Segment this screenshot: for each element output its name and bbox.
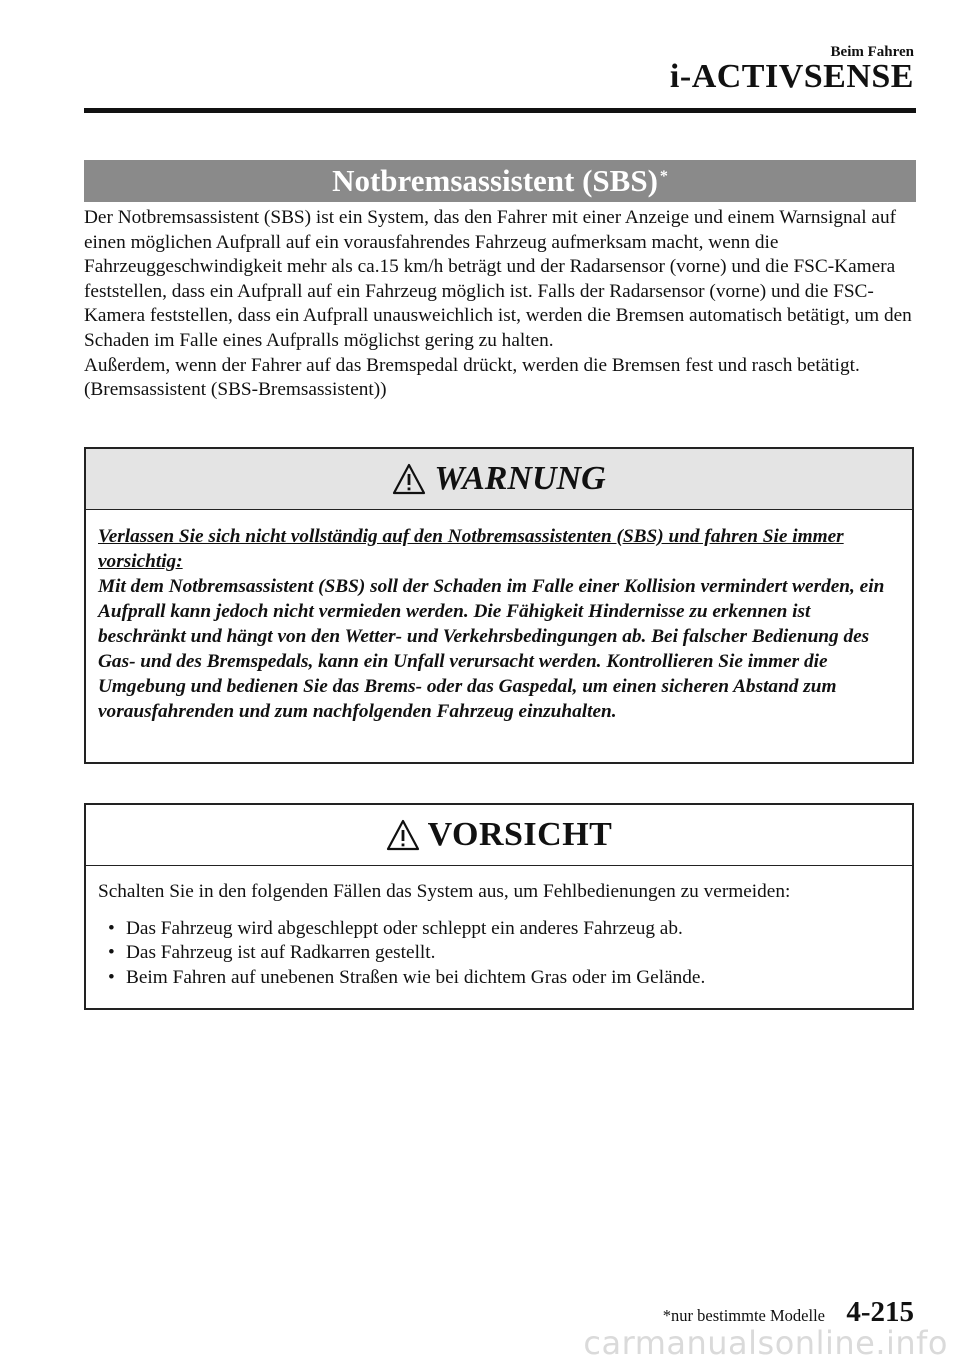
list-item-text: Das Fahrzeug ist auf Radkarren gestellt. [126,942,436,964]
intro-text [84,206,916,403]
warning-header [86,449,912,510]
warning-box [84,447,914,764]
warning-triangle-icon [386,819,420,851]
header-divider [84,108,916,113]
footnote: *nur bestimmte Modelle [662,1306,825,1325]
intro-paragraph-2: Außerdem, wenn der Fahrer auf das Bremspedal drückt, werden die Bremsen fest und rasch betätigt. (Bremsassistent (SBS-Bremsassistent)) [84,354,860,401]
list-item-text: Das Fahrzeug wird abgeschleppt oder schleppt ein anderes Fahrzeug ab. [126,917,683,939]
section-title: Notbremsassistent (SBS) [332,163,658,198]
caution-lead: Schalten Sie in den folgenden Fällen das System aus, um Fehlbedienungen zu vermeiden: [98,881,791,902]
caution-body [86,866,912,990]
section-label: Beim Fahren [830,44,914,60]
warning-title: WARNUNG [434,460,606,497]
list-item [98,917,900,942]
watermark: carmanualsonline.info [583,1324,948,1362]
section-title-bar [84,160,916,202]
warning-triangle-icon [392,463,426,495]
caution-list [98,917,900,991]
warning-lead: Verlassen Sie sich nicht vollständig auf den Notbremsassistenten (SBS) und fahren Sie immer vorsichtig: [98,526,844,572]
page-number: 4-215 [846,1296,914,1328]
bullet: • [108,917,115,939]
chapter-title: i-ACTIVSENSE [669,58,914,95]
list-item-text: Beim Fahren auf unebenen Straßen wie bei dichtem Gras oder im Gelände. [126,966,706,988]
intro-paragraph-1: Der Notbremsassistent (SBS) ist ein System, das den Fahrer mit einer Anzeige und einem Warnsignal auf einen möglichen Aufprall auf ein vorausfahrendes Fahrzeug aufmerksam macht, wenn die Fahrzeuggeschwindigkeit mehr als ca.15 km/h beträgt und der Radarsensor (vorne) und die FSC-Kamera feststellen, dass ein Aufprall auf ein Fahrzeug möglich ist. Falls der Radarsensor (vorne) und die FSC-Kamera feststellen, dass ein Aufprall unausweichlich ist, werden die Bremsen automatisch betätigt, um den Schaden im Falle eines Aufpralls möglichst gering zu halten. [84,207,912,351]
bullet: • [108,966,115,988]
warning-text: Mit dem Notbremsassistent (SBS) soll der Schaden im Falle einer Kollision vermindert werden, ein Aufprall kann jedoch nicht vermieden werden. Die Fähigkeit Hindernisse zu erkennen ist beschränkt und hängt von den Wetter- und Verkehrsbedingungen ab. Bei falscher Bedienung des Gas- und des Bremspedals, kann ein Unfall verursacht werden. Kontrollieren Sie immer die Umgebung und bedienen Sie das Brems- oder das Gaspedal, um einen sicheren Abstand zum vorausfahrenden und zum nachfolgenden Fahrzeug einzuhalten. [98,576,885,722]
bullet: • [108,942,115,964]
caution-header [86,805,912,866]
list-item [98,941,900,966]
list-item [98,966,900,991]
footnote-marker: * [659,168,668,185]
caution-box [84,803,914,1010]
caution-title: VORSICHT [427,816,613,853]
warning-body [86,510,912,724]
